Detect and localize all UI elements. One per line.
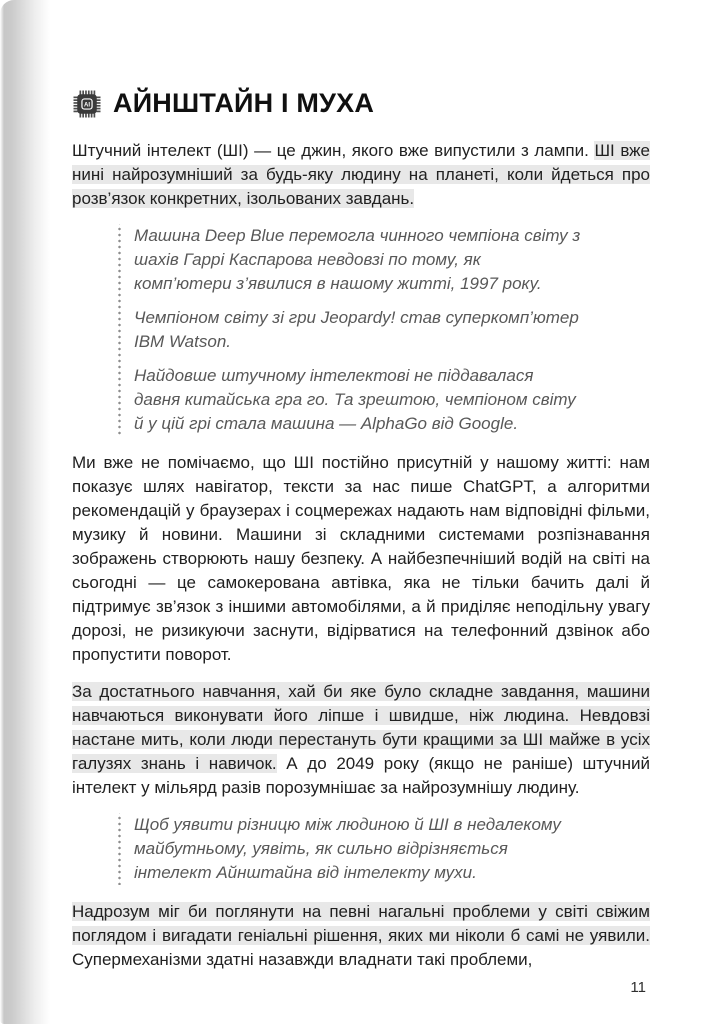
page-content — [72, 88, 650, 985]
quote-paragraph: Машина Deep Blue перемогла чинного чемпіона світу з шахів Гаррі Каспарова невдовзі по тому, як комп’ютери з’явилися в нашому житті, 1997 року. — [134, 226, 581, 293]
paragraph — [72, 451, 650, 667]
chapter-body — [72, 139, 650, 972]
paragraph — [72, 139, 650, 211]
paragraph — [72, 680, 650, 800]
text-run: Ми вже не помічаємо, що ШІ постійно присутній у нашому житті: нам показує шлях навігатор, тексти за нас пише ChatGPT, а алгоритми рекомендацій у браузерах і соцмережах надають нам відповідні фільми, музику й новини. Машини зі складними системами розпізнавання зображень створюють нашу безпеку. А найбезпечніший водій на світі на сьогодні — це самокерована автівка, яка не тільки бачить далі й підтримує зв’язок з іншими автомобілями, а й приділяє неподільну увагу дорозі, не ризикуючи заснути, відірватися на телефонний дзвінок або пропустити поворот. — [72, 453, 650, 664]
quote-paragraph: Найдовше штучному інтелектові не піддавалася давня китайська гра го. Та зрештою, чемпіоном світу й у цій грі стала машина — AlphaGo від Google. — [134, 366, 576, 433]
spine-shadow — [0, 0, 54, 1024]
highlighted-text: ШІ вже нині найрозумніший за будь-яку людину на планеті, коли йдеться про розв’язок конкретних, ізольованих завдань. — [72, 141, 650, 208]
quote-paragraph: Чемпіоном світу зі гри Jeopardy! став суперкомп’ютер IBM Watson. — [134, 308, 579, 351]
chapter-title: АЙНШТАЙН І МУХА — [113, 88, 375, 118]
chapter-header — [72, 88, 650, 119]
quote-paragraph: Щоб уявити різницю між людиною й ШІ в недалекому майбутньому, уявіть, як сильно відрізняється інтелект Айнштайна від інтелекту мухи. — [134, 815, 561, 882]
text-run: А до 2049 року (якщо не раніше) штучний інтелект у мільярд разів порозумнішає за найрозумнішу людину. — [72, 754, 650, 797]
ai-chip-icon — [72, 89, 102, 119]
text-run: Штучний інтелект (ШІ) — це джин, якого вже випустили з лампи. — [72, 141, 595, 160]
page-number: 11 — [630, 979, 646, 996]
quote-group — [117, 224, 582, 436]
text-run: Супермеханізми здатні назавжди владнати такі проблеми, — [72, 950, 533, 969]
highlighted-text: За достатнього навчання, хай би яке було складне завдання, машини навчаються виконувати його ліпше і швидше, ніж людина. Невдовзі настане мить, коли люди перестануть бути кращими за ШІ майже в усіх галузях знань і навичок. — [72, 682, 650, 773]
quote-group — [117, 813, 582, 885]
paragraph — [72, 900, 650, 972]
svg-text:AI: AI — [84, 102, 90, 109]
highlighted-text: Надрозум міг би поглянути на певні нагальні проблеми у світі свіжим поглядом і вигадати геніальні рішення, яких ми ніколи б самі не уявили. — [72, 902, 650, 945]
